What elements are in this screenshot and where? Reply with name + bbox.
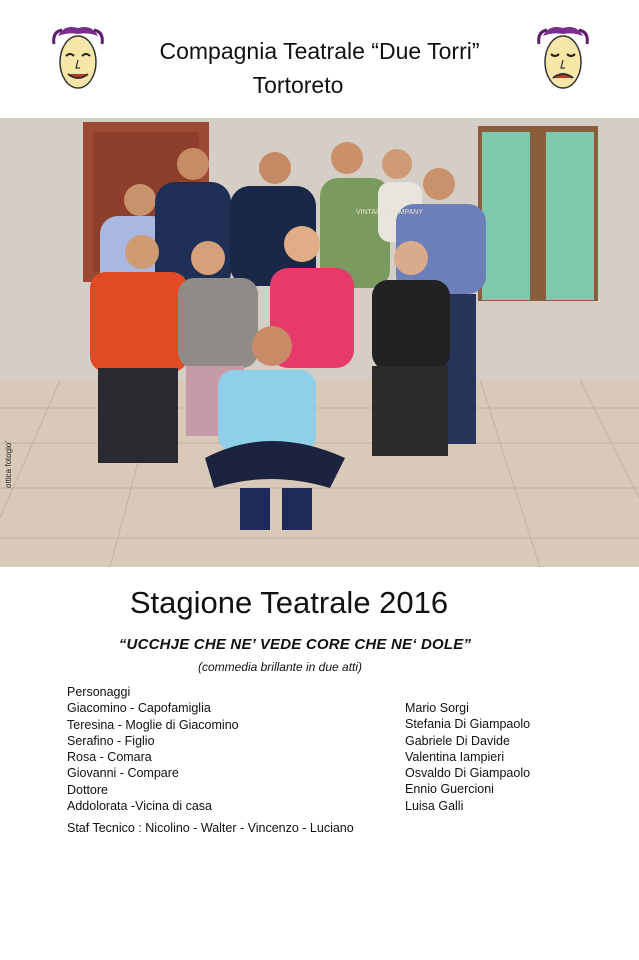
- cast-actor: Luisa Galli: [405, 798, 464, 813]
- group-photo-illustration: [0, 118, 639, 567]
- cast-actor: Gabriele Di Davide: [405, 733, 510, 748]
- cast-actor: Valentina Iampieri: [405, 749, 505, 764]
- theater-mask-icon-right: [535, 22, 591, 96]
- cast-actor: Osvaldo Di Giampaolo: [405, 766, 531, 781]
- cast-actors-list: [405, 700, 530, 814]
- cast-heading: Personaggi: [67, 685, 131, 699]
- cast-role: Giacomino - Capofamiglia: [67, 701, 211, 716]
- cast-role: Rosa - Comara: [67, 750, 152, 765]
- cast-role: Giovanni - Compare: [67, 766, 179, 781]
- cast-actor: Stefania Di Giampaolo: [405, 717, 531, 732]
- cast-roles-list: [67, 684, 239, 814]
- play-title: “UCCHJE CHE NE’ VEDE CORE CHE NE‘ DOLE”: [118, 636, 472, 653]
- cast-role: Teresina - Moglie di Giacomino: [67, 717, 239, 732]
- cast-actor: Mario Sorgi: [405, 701, 469, 715]
- company-town: Tortoreto: [252, 72, 344, 98]
- season-title: Stagione Teatrale 2016: [129, 585, 449, 620]
- cast-role: Serafino - Figlio: [67, 733, 155, 748]
- cast-role: Addolorata -Vicina di casa: [67, 799, 212, 814]
- play-subtitle: (commedia brillante in due atti): [197, 660, 363, 674]
- cast-actor: Ennio Guercioni: [405, 782, 494, 797]
- company-name: Compagnia Teatrale “Due Torri”: [159, 38, 480, 64]
- technical-staff: Staf Tecnico : Nicolino - Walter - Vincenzo - Luciano: [67, 821, 354, 835]
- cast-role: Dottore: [67, 782, 108, 797]
- photo-credit: ottica fotogio': [4, 441, 13, 488]
- cast-group-photo: [0, 118, 639, 567]
- poster-header: [0, 0, 639, 118]
- shirt-print-label: VINTAGE COMPANY: [356, 209, 424, 216]
